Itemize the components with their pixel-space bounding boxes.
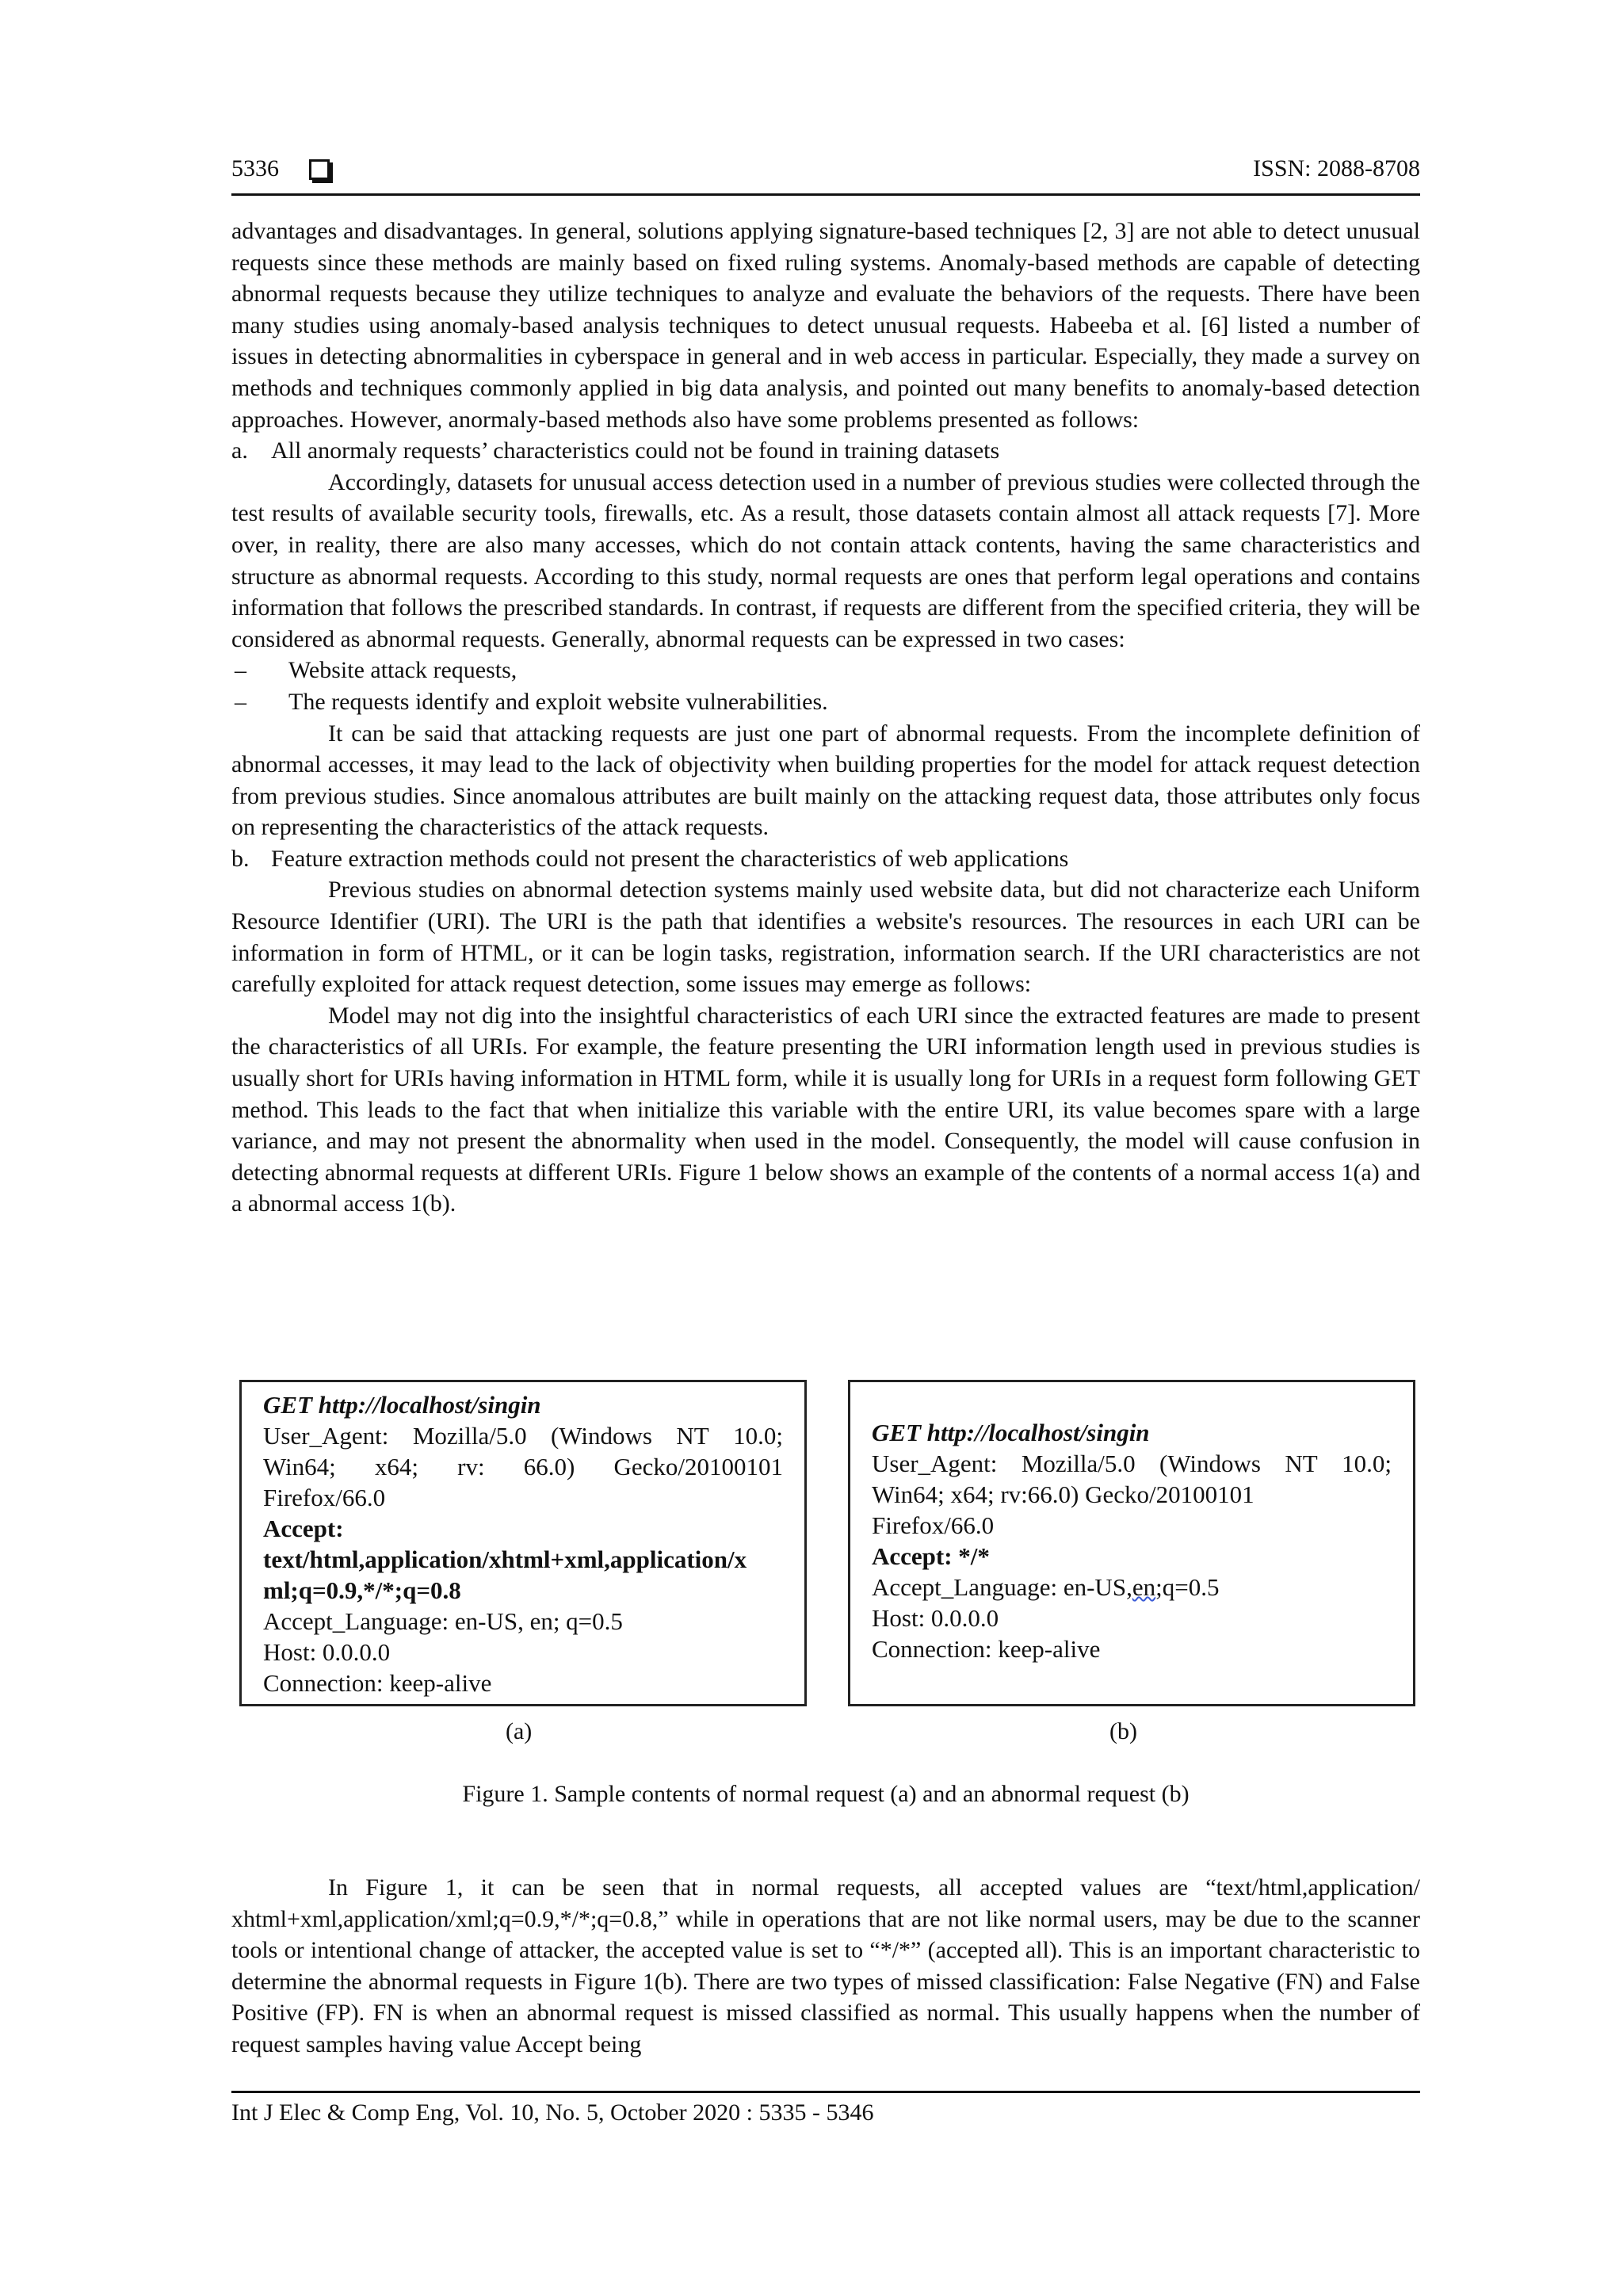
- figure-a-ua1-word: User_Agent:: [263, 1422, 389, 1450]
- figure-a-ua2-word: Win64;: [263, 1453, 336, 1480]
- figure-b-language-post: ;q=0.5: [1155, 1573, 1220, 1601]
- figure-a-accept-value-2: ml;q=0.9,*/*;q=0.8: [263, 1576, 461, 1604]
- figure-a-ua2-word: x64;: [374, 1453, 419, 1480]
- figure-b-ua1-word: User_Agent:: [872, 1450, 998, 1477]
- figure-a-host-line: Host: 0.0.0.0: [263, 1638, 391, 1666]
- figure-b-user-agent-line-2: Win64; x64; rv:66.0) Gecko/20100101: [872, 1480, 1254, 1508]
- figure-a-ua2-word: Gecko/20100101: [613, 1453, 783, 1480]
- figure-a-connection-line: Connection: keep-alive: [263, 1669, 492, 1697]
- page-footer: [231, 2091, 1420, 2126]
- figure-b-label: (b): [1109, 1718, 1137, 1744]
- figure-a-ua2-word: rv:: [457, 1453, 485, 1480]
- figure-a-language-line: Accept_Language: en-US, en; q=0.5: [263, 1607, 623, 1635]
- issn-label: ISSN: 2088-8708: [1253, 155, 1420, 181]
- figure-b-language-line: [872, 1572, 1392, 1603]
- list-marker-a: a.: [231, 437, 248, 464]
- figure-b-get-line: GET http://localhost/singin: [872, 1419, 1150, 1446]
- paragraph-figure-discussion: In Figure 1, it can be seen that in normal requests, all accepted values are “text/html,application/ xhtml+xml,application/xml;q=0.9,*/*;q=0.8,” while in operations that are not like normal users, may be due to the scanner tools or intentional change of attacker, the accepted value is set to “*/*” (accepted all). This is an important characteristic to determine the abnormal requests in Figure 1(b). There are two types of missed classification: False Negative (FN) and False Positive (FP). FN is when an abnormal request is missed classified as normal. This usually happens when the number of request samples having value Accept being: [231, 1874, 1420, 2057]
- paragraph-intro: advantages and disadvantages. In general, solutions applying signature-based techniques [2, 3] are not able to detect unusual requests since these methods are mainly based on fixed ruling systems. Anomaly-based methods are capable of detecting abnormal requests because they utilize techniques to analyze and evaluate the behaviors of the requests. There have been many studies using anomaly-based analysis techniques to detect unusual requests. Habeeba et al. [6] listed a number of issues in detecting abnormalities in cyberspace in general and in web access in particular. Especially, they made a survey on methods and techniques commonly applied in big data analysis, and pointed out many benefits to anomaly-based detection approaches. However, anormaly-based methods also have some problems presented as follows:: [231, 218, 1420, 433]
- figure-b-host-line: Host: 0.0.0.0: [872, 1604, 999, 1632]
- figure-a-user-agent-line-2: [263, 1451, 783, 1482]
- figure-b-box: [848, 1380, 1415, 1706]
- paragraph-attacking: It can be said that attacking requests are just one part of abnormal requests. From the incomplete definition of abnormal accesses, it may lead to the lack of objectivity when building properties for the model for attack request detection from previous studies. Since anomalous attributes are built mainly on the attacking request data, those attributes only focus on representing the characteristics of the attack requests.: [231, 720, 1420, 841]
- figure-a-get-line: GET http://localhost/singin: [263, 1391, 541, 1419]
- figure-b-connection-line: Connection: keep-alive: [872, 1635, 1101, 1663]
- list-item-a: [231, 435, 1420, 467]
- page-number: 5336: [231, 155, 279, 181]
- figure-a-ua2-word: 66.0): [523, 1453, 575, 1480]
- figure-a-accept-value-1: text/html,application/xhtml+xml,application/x: [263, 1545, 747, 1573]
- figure-a-accept-label: Accept:: [263, 1515, 344, 1542]
- body-text-lower: [231, 1872, 1420, 2061]
- figure-caption: Figure 1. Sample contents of normal request (a) and an abnormal request (b): [462, 1781, 1190, 1807]
- figure-b-user-agent-line-1: [872, 1448, 1392, 1479]
- dash-marker: –: [235, 657, 246, 684]
- dash-item-2: [231, 686, 1420, 718]
- figure-b-firefox-line: Firefox/66.0: [872, 1511, 995, 1539]
- paragraph-uri: Previous studies on abnormal detection systems mainly used website data, but did not characterize each Uniform Resource Identifier (URI). The URI is the path that identifies a website's resources. The resources in each URI can be information in form of HTML, or it can be login tasks, registration, information search. If the URI characteristics are not carefully exploited for attack request detection, some issues may emerge as follows:: [231, 877, 1420, 998]
- figure-a-ua1-word: Mozilla/5.0: [412, 1422, 527, 1450]
- figure-b-accept-line: Accept: */*: [872, 1542, 990, 1570]
- figure-b-ua1-word: (Windows: [1159, 1450, 1261, 1477]
- spellcheck-underline: en: [1132, 1573, 1156, 1601]
- header-left: [231, 155, 330, 182]
- page-header: [231, 155, 1420, 196]
- figure-a-box: [239, 1380, 807, 1706]
- dash-item-1: [231, 655, 1420, 686]
- figure-b-ua1-word: Mozilla/5.0: [1021, 1450, 1136, 1477]
- list-item-b: [231, 843, 1420, 875]
- figure-a-label: (a): [506, 1718, 533, 1744]
- body-text: [231, 216, 1420, 1220]
- list-item-b-text: Feature extraction methods could not present the characteristics of web applications: [271, 845, 1069, 872]
- figure-a-firefox-line: Firefox/66.0: [263, 1484, 386, 1511]
- figure-a-ua1-word: (Windows: [551, 1422, 652, 1450]
- figure-a-user-agent-line-1: [263, 1420, 783, 1451]
- figure-a-ua1-word: NT: [676, 1422, 709, 1450]
- paragraph-datasets: Accordingly, datasets for unusual access detection used in a number of previous studies were collected through the test results of available security tools, firewalls, etc. As a result, those datasets contain almost all attack requests [7]. More over, in reality, there are also many accesses, which do not contain attack contents, having the same characteristics and structure as abnormal requests. According to this study, normal requests are ones that perform legal operations and contains information that follows the prescribed standards. In contrast, if requests are different from the specified criteria, they will be considered as abnormal requests. Generally, abnormal requests can be expressed in two cases:: [231, 468, 1420, 652]
- figure-a-ua1-word: 10.0;: [733, 1422, 783, 1450]
- dash-marker: –: [235, 688, 246, 715]
- figure-b-ua1-word: NT: [1285, 1450, 1318, 1477]
- footer-citation: Int J Elec & Comp Eng, Vol. 10, No. 5, October 2020 : 5335 - 5346: [231, 2099, 874, 2126]
- list-marker-b: b.: [231, 845, 250, 872]
- dash-item-1-text: Website attack requests,: [288, 657, 517, 684]
- list-item-a-text: All anormaly requests’ characteristics could not be found in training datasets: [271, 437, 1000, 464]
- dash-item-2-text: The requests identify and exploit website vulnerabilities.: [288, 688, 828, 715]
- figure-b-ua1-word: 10.0;: [1342, 1450, 1392, 1477]
- paragraph-model: Model may not dig into the insightful characteristics of each URI since the extracted features are made to present the characteristics of all URIs. For example, the feature presenting the URI information length used in previous studies is usually short for URIs having information in HTML form, while it is usually long for URIs in a request form following GET method. This leads to the fact that when initialize this variable with the entire URI, its value becomes spare with a large variance, and may not present the abnormality when used in the model. Consequently, the model will cause confusion in detecting abnormal requests at different URIs. Figure 1 below shows an example of the contents of a normal access 1(a) and a abnormal access 1(b).: [231, 1002, 1420, 1217]
- figure-b-language-pre: Accept_Language: en-US,: [872, 1573, 1132, 1601]
- checkbox-square-icon: [309, 159, 330, 180]
